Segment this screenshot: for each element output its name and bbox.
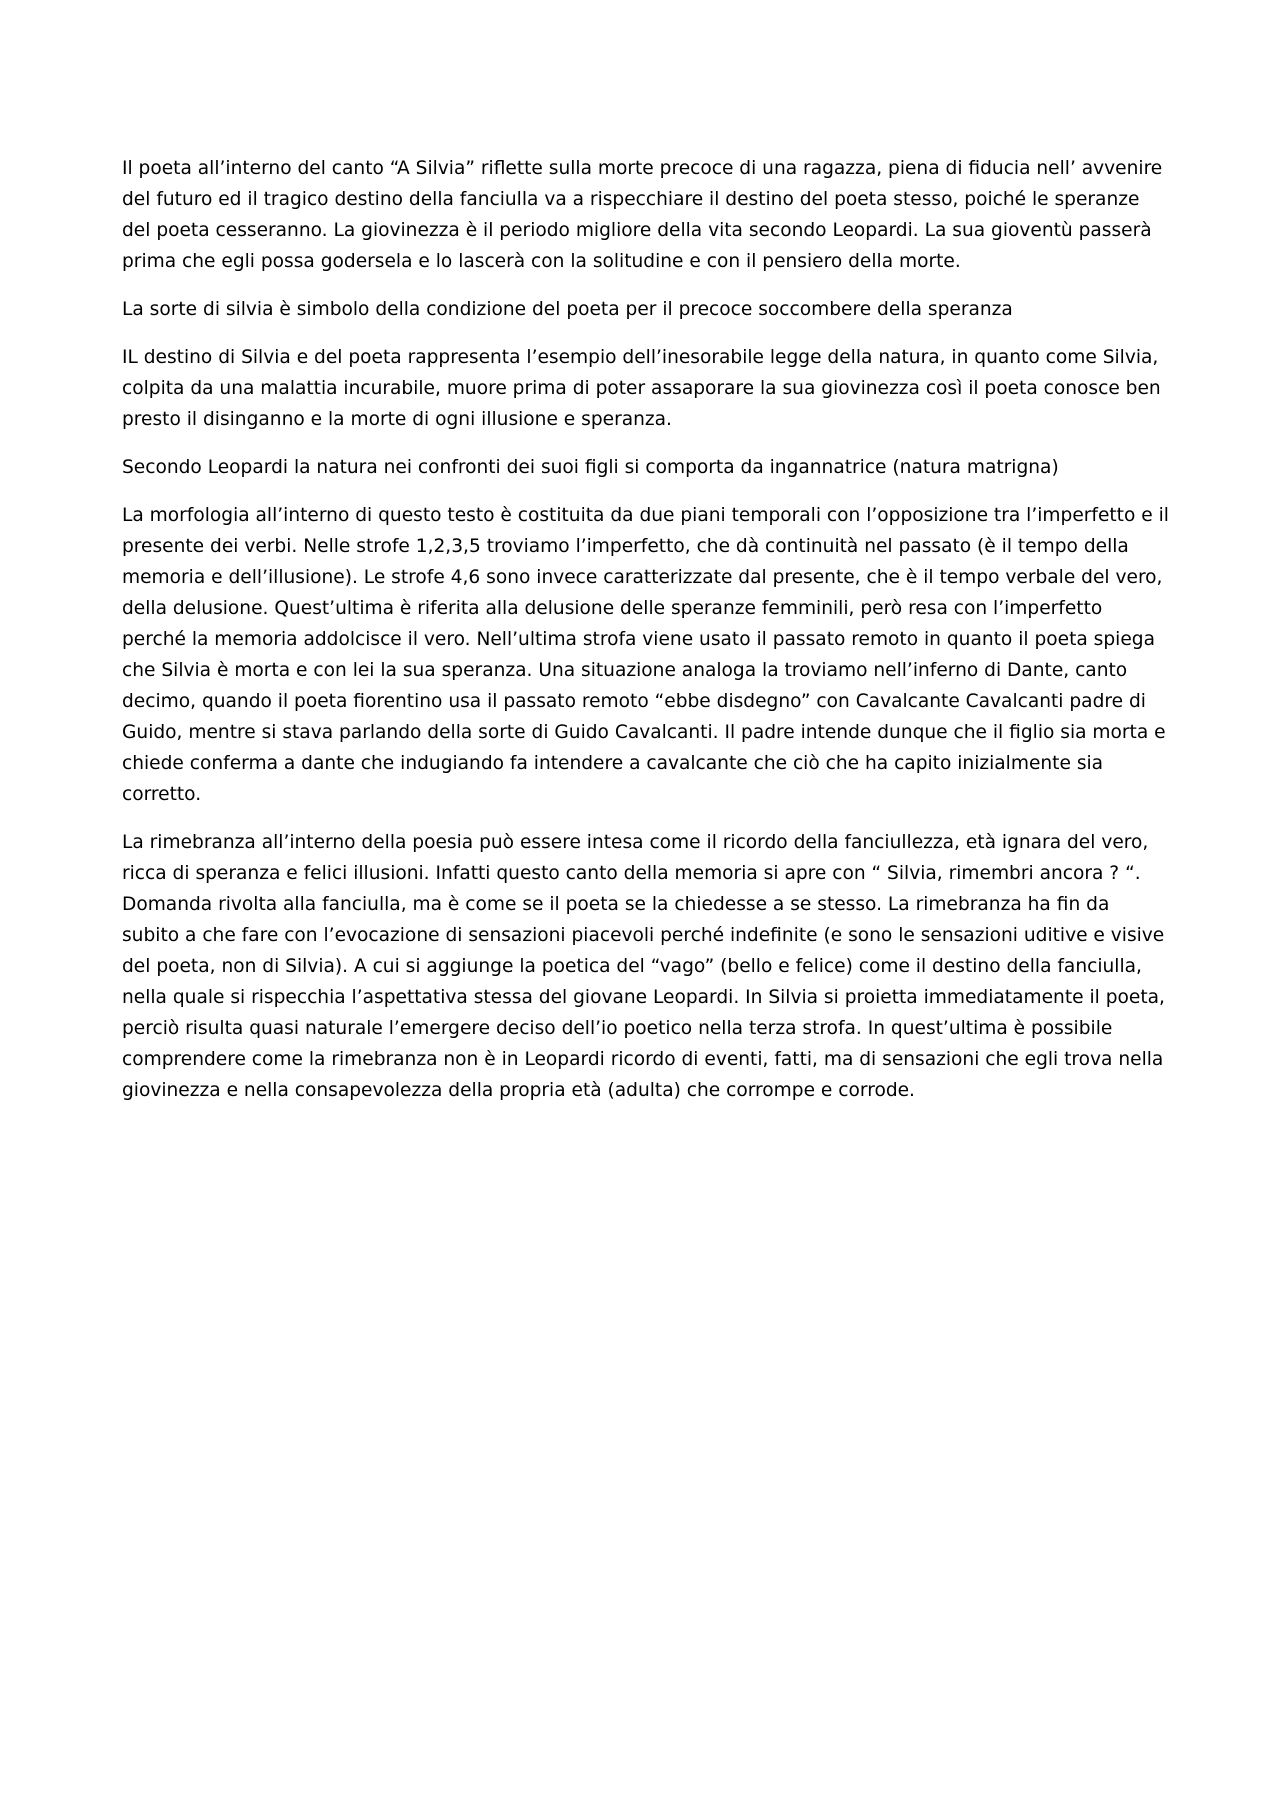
paragraph-5: La morfologia all’interno di questo testo è costituita da due piani temporali con l’opposizione tra l’imperfetto e il presente dei verbi. Nelle strofe 1,2,3,5 troviamo l’imperfetto, che dà continuità nel passato (è il tempo della memoria e dell’illusione). Le strofe 4,6 sono invece caratterizzate dal presente, che è il tempo verbale del vero, della delusione. Quest’ultima è riferita alla delusione delle speranze femminili, però resa con l’imperfetto perché la memoria addolcisce il vero. Nell’ultima strofa viene usato il passato remoto in quanto il poeta spiega che Silvia è morta e con lei la sua speranza. Una situazione analoga la troviamo nell’inferno di Dante, canto decimo, quando il poeta fiorentino usa il passato remoto “ebbe disdegno” con Cavalcante Cavalcanti padre di Guido, mentre si stava parlando della sorte di Guido Cavalcanti. Il padre intende dunque che il figlio sia morta e chiede conferma a dante che indugiando fa intendere a cavalcante che ciò che ha capito inizialmente sia corretto. (122, 505, 1169, 805)
document-body (122, 153, 1172, 1123)
paragraph-2: La sorte di silvia è simbolo della condizione del poeta per il precoce soccombere della speranza (122, 299, 1013, 320)
paragraph-1: Il poeta all’interno del canto “A Silvia” riflette sulla morte precoce di una ragazza, piena di fiducia nell’ avvenire del futuro ed il tragico destino della fanciulla va a rispecchiare il destino del poeta stesso, poiché le speranze del poeta cesseranno. La giovinezza è il periodo migliore della vita secondo Leopardi. La sua gioventù passerà prima che egli possa godersela e lo lascerà con la solitudine e con il pensiero della morte. (122, 158, 1163, 272)
paragraph-3: IL destino di Silvia e del poeta rappresenta l’esempio dell’inesorabile legge della natura, in quanto come Silvia, colpita da una malattia incurabile, muore prima di poter assaporare la sua giovinezza così il poeta conosce ben presto il disinganno e la morte di ogni illusione e speranza. (122, 347, 1161, 430)
paragraph-6: La rimebranza all’interno della poesia può essere intesa come il ricordo della fanciullezza, età ignara del vero, ricca di speranza e felici illusioni. Infatti questo canto della memoria si apre con “ Silvia, rimembri ancora ? “. Domanda rivolta alla fanciulla, ma è come se il poeta se la chiedesse a se stesso. La rimebranza ha fin da subito a che fare con l’evocazione di sensazioni piacevoli perché indefinite (e sono le sensazioni uditive e visive del poeta, non di Silvia). A cui si aggiunge la poetica del “vago” (bello e felice) come il destino della fanciulla, nella quale si rispecchia l’aspettativa stessa del giovane Leopardi. In Silvia si proietta immediatamente il poeta, perciò risulta quasi naturale l’emergere deciso dell’io poetico nella terza strofa. In quest’ultima è possibile comprendere come la rimebranza non è in Leopardi ricordo di eventi, fatti, ma di sensazioni che egli trova nella giovinezza e nella consapevolezza della propria età (adulta) che corrompe e corrode. (122, 832, 1165, 1101)
paragraph-4: Secondo Leopardi la natura nei confronti dei suoi figli si comporta da ingannatrice (natura matrigna) (122, 457, 1059, 478)
